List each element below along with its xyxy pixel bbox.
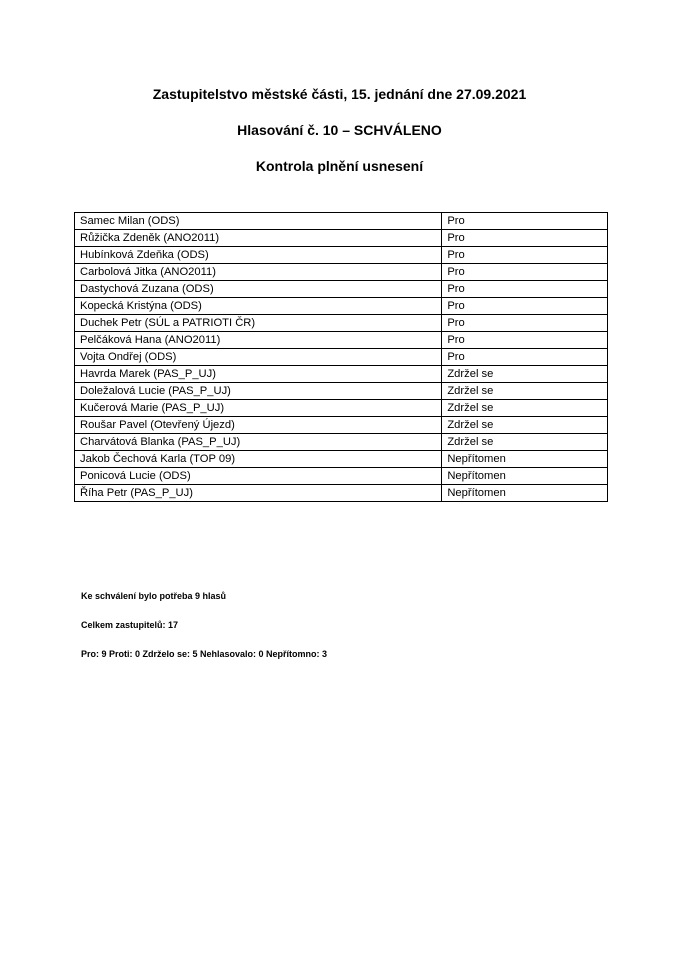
- member-name-cell: Kopecká Kristýna (ODS): [75, 298, 442, 315]
- vote-cell: Pro: [442, 230, 608, 247]
- table-row: [75, 451, 608, 468]
- vote-cell: Pro: [442, 247, 608, 264]
- member-name-cell: Hubínková Zdeňka (ODS): [75, 247, 442, 264]
- member-name-cell: Doležalová Lucie (PAS_P_UJ): [75, 383, 442, 400]
- vote-cell: Nepřítomen: [442, 485, 608, 502]
- vote-cell: Pro: [442, 349, 608, 366]
- required-votes-text: Ke schválení bylo potřeba 9 hlasů: [81, 591, 227, 601]
- vote-subject: Kontrola plnění usnesení: [255, 158, 424, 174]
- vote-cell: Pro: [442, 281, 608, 298]
- table-row: [75, 366, 608, 383]
- vote-heading: Hlasování č. 10 – SCHVÁLENO: [237, 122, 442, 138]
- table-row: [75, 213, 608, 230]
- table-row: [75, 264, 608, 281]
- table-row: [75, 468, 608, 485]
- member-name-cell: Havrda Marek (PAS_P_UJ): [75, 366, 442, 383]
- vote-cell: Pro: [442, 264, 608, 281]
- document-title: Zastupitelstvo městské části, 15. jednání dne 27.09.2021: [152, 86, 527, 102]
- table-row: [75, 298, 608, 315]
- vote-cell: Zdržel se: [442, 366, 608, 383]
- vote-cell: Nepřítomen: [442, 468, 608, 485]
- member-name-cell: Růžička Zdeněk (ANO2011): [75, 230, 442, 247]
- member-name-cell: Carbolová Jitka (ANO2011): [75, 264, 442, 281]
- member-name-cell: Vojta Ondřej (ODS): [75, 349, 442, 366]
- member-name-cell: Charvátová Blanka (PAS_P_UJ): [75, 434, 442, 451]
- vote-cell: Pro: [442, 315, 608, 332]
- member-name-cell: Samec Milan (ODS): [75, 213, 442, 230]
- total-members-text: Celkem zastupitelů: 17: [81, 620, 179, 630]
- member-name-cell: Ponicová Lucie (ODS): [75, 468, 442, 485]
- votes-table: [74, 212, 608, 502]
- vote-cell: Pro: [442, 213, 608, 230]
- table-row: [75, 281, 608, 298]
- member-name-cell: Dastychová Zuzana (ODS): [75, 281, 442, 298]
- vote-cell: Zdržel se: [442, 417, 608, 434]
- member-name-cell: Kučerová Marie (PAS_P_UJ): [75, 400, 442, 417]
- member-name-cell: Roušar Pavel (Otevřený Újezd): [75, 417, 442, 434]
- vote-cell: Zdržel se: [442, 400, 608, 417]
- vote-cell: Zdržel se: [442, 383, 608, 400]
- table-row: [75, 400, 608, 417]
- member-name-cell: Duchek Petr (SÚL a PATRIOTI ČR): [75, 315, 442, 332]
- table-row: [75, 383, 608, 400]
- member-name-cell: Pelčáková Hana (ANO2011): [75, 332, 442, 349]
- vote-cell: Pro: [442, 332, 608, 349]
- table-row: [75, 485, 608, 502]
- vote-cell: Nepřítomen: [442, 451, 608, 468]
- votes-table-body: [75, 213, 608, 502]
- member-name-cell: Jakob Čechová Karla (TOP 09): [75, 451, 442, 468]
- table-row: [75, 230, 608, 247]
- member-name-cell: Říha Petr (PAS_P_UJ): [75, 485, 442, 502]
- table-row: [75, 332, 608, 349]
- table-row: [75, 434, 608, 451]
- table-row: [75, 315, 608, 332]
- table-row: [75, 417, 608, 434]
- vote-cell: Pro: [442, 298, 608, 315]
- table-row: [75, 247, 608, 264]
- vote-cell: Zdržel se: [442, 434, 608, 451]
- vote-tally-text: Pro: 9 Proti: 0 Zdrželo se: 5 Nehlasovalo: 0 Nepřítomno: 3: [81, 649, 328, 659]
- table-row: [75, 349, 608, 366]
